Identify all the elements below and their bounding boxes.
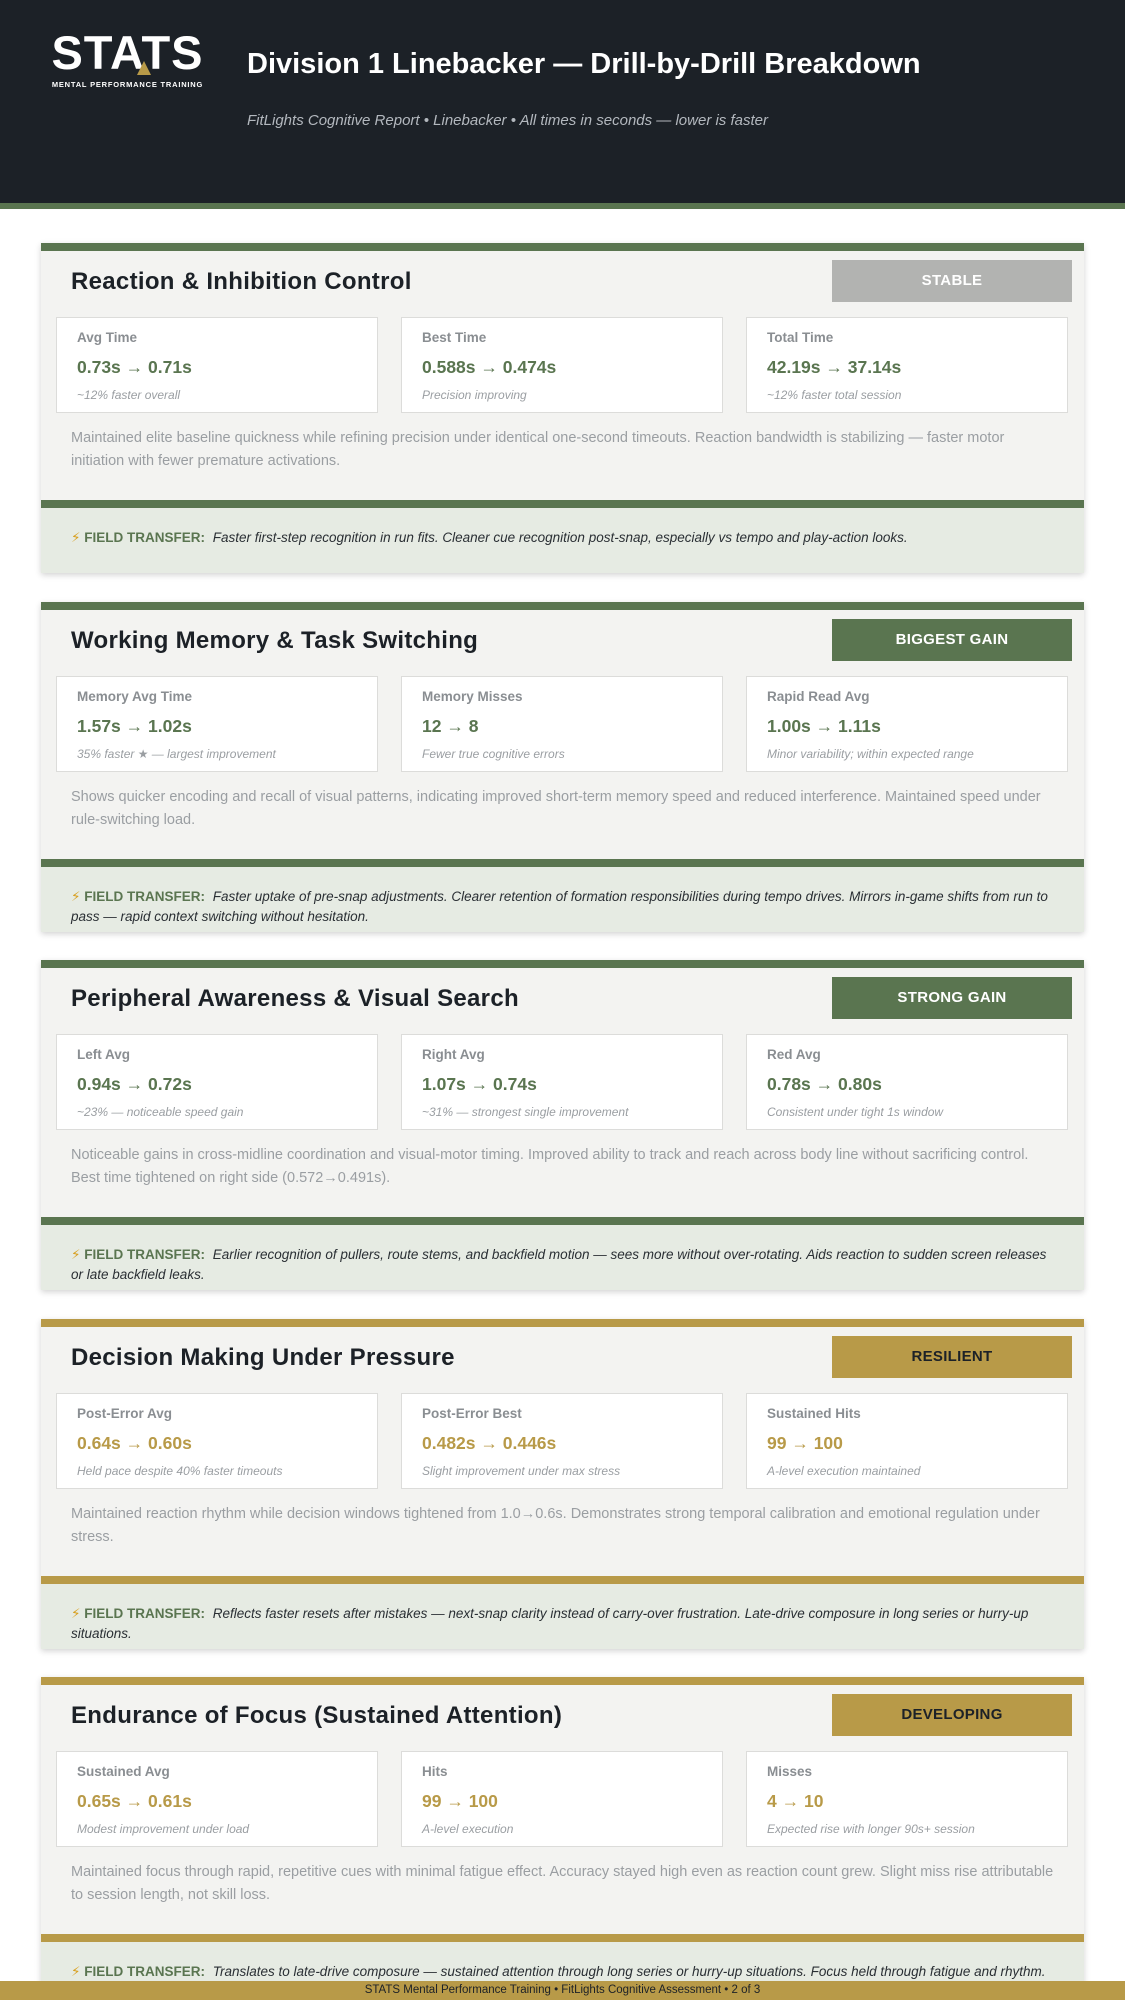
metric-note: ~12% faster total session bbox=[767, 388, 902, 402]
page-footer: STATS Mental Performance Training • FitLights Cognitive Assessment • 2 of 3 bbox=[0, 1981, 1125, 2000]
status-badge: DEVELOPING bbox=[832, 1694, 1072, 1736]
metric-card bbox=[746, 1751, 1068, 1847]
metric-value: 1.07s → 0.74s bbox=[422, 1074, 537, 1094]
field-transfer-body: Reflects faster resets after mistakes — next-snap clarity instead of carry-over frustration. Late-drive composure in long series or hurry-up situations. bbox=[71, 1606, 1029, 1641]
metric-card bbox=[746, 317, 1068, 413]
section-accent-bar bbox=[41, 960, 1084, 968]
metric-label: Misses bbox=[767, 1764, 813, 1779]
field-transfer-text bbox=[71, 887, 1061, 927]
field-transfer-body: Faster first-step recognition in run fits. Cleaner cue recognition post-snap, especially vs tempo and play-action looks. bbox=[212, 530, 908, 545]
field-transfer-box bbox=[41, 508, 1084, 573]
section-reaction-inhibition bbox=[41, 243, 1084, 573]
metric-value: 99 → 100 bbox=[767, 1433, 843, 1453]
lightning-bolt-icon: ⚡ bbox=[71, 889, 81, 904]
metric-note: ~23% — noticeable speed gain bbox=[77, 1105, 244, 1119]
status-badge: STABLE bbox=[832, 260, 1072, 302]
section-decision-making bbox=[41, 1319, 1084, 1649]
metric-card bbox=[746, 1393, 1068, 1489]
field-transfer-label: FIELD TRANSFER: bbox=[84, 1964, 205, 1979]
metric-card bbox=[746, 1034, 1068, 1130]
field-transfer-body: Translates to late-drive composure — sustained attention through long series or hurry-up situations. Focus held through fatigue and rhythm. bbox=[212, 1964, 1046, 1979]
metric-card bbox=[56, 317, 378, 413]
logo-subtitle: MENTAL PERFORMANCE TRAINING bbox=[51, 80, 204, 89]
metric-label: Post-Error Avg bbox=[77, 1406, 173, 1421]
metric-card bbox=[401, 1751, 723, 1847]
metric-label: Sustained Hits bbox=[767, 1406, 861, 1421]
field-transfer-body: Earlier recognition of pullers, route stems, and backfield motion — sees more without over-rotating. Aids reaction to sudden screen releases or late backfield leaks. bbox=[71, 1247, 1047, 1282]
section-endurance-of-focus bbox=[41, 1677, 1084, 2000]
metric-value: 0.73s → 0.71s bbox=[77, 357, 192, 377]
metric-card bbox=[56, 1034, 378, 1130]
section-description: Maintained elite baseline quickness while refining precision under identical one-second timeouts. Reaction bandwidth is stabilizing — faster motor initiation with fewer premature activations. bbox=[71, 430, 1005, 469]
section-accent-bar bbox=[41, 1319, 1084, 1327]
metric-value: 1.00s → 1.11s bbox=[767, 716, 881, 736]
metric-note: A-level execution bbox=[422, 1822, 514, 1836]
metric-label: Memory Avg Time bbox=[77, 689, 193, 704]
metric-card bbox=[401, 1034, 723, 1130]
transfer-divider bbox=[41, 1217, 1084, 1225]
metric-value: 0.65s → 0.61s bbox=[77, 1791, 192, 1811]
field-transfer-label: FIELD TRANSFER: bbox=[84, 1247, 205, 1262]
metric-note: Modest improvement under load bbox=[77, 1822, 250, 1836]
section-title: Working Memory & Task Switching bbox=[71, 627, 479, 654]
metric-label: Left Avg bbox=[77, 1047, 130, 1062]
lightning-bolt-icon: ⚡ bbox=[71, 1606, 81, 1621]
metric-label: Post-Error Best bbox=[422, 1406, 522, 1421]
status-badge: BIGGEST GAIN bbox=[832, 619, 1072, 661]
section-title: Endurance of Focus (Sustained Attention) bbox=[71, 1702, 563, 1729]
metric-card bbox=[746, 676, 1068, 772]
transfer-divider bbox=[41, 500, 1084, 508]
section-description: Noticeable gains in cross-midline coordination and visual-motor timing. Improved ability to track and reach across body line without sacrificing control. Best time tightened on right side (0.572→0.491s). bbox=[71, 1147, 1029, 1186]
field-transfer-text bbox=[71, 528, 1061, 548]
metric-label: Total Time bbox=[767, 330, 834, 345]
metric-value: 12 → 8 bbox=[422, 716, 479, 736]
metric-note: Expected rise with longer 90s+ session bbox=[767, 1822, 975, 1836]
section-peripheral-awareness bbox=[41, 960, 1084, 1290]
field-transfer-label: FIELD TRANSFER: bbox=[84, 530, 205, 545]
metric-value: 99 → 100 bbox=[422, 1791, 498, 1811]
metric-value: 42.19s → 37.14s bbox=[767, 357, 902, 377]
field-transfer-label: FIELD TRANSFER: bbox=[84, 1606, 205, 1621]
metric-note: ~12% faster overall bbox=[77, 388, 181, 402]
metric-value: 0.588s → 0.474s bbox=[422, 357, 557, 377]
section-working-memory bbox=[41, 602, 1084, 932]
metric-note: Held pace despite 40% faster timeouts bbox=[77, 1464, 283, 1478]
stats-logo bbox=[41, 26, 214, 91]
metric-note: 35% faster ★ — largest improvement bbox=[77, 747, 276, 761]
field-transfer-box bbox=[41, 1225, 1084, 1290]
status-badge: STRONG GAIN bbox=[832, 977, 1072, 1019]
metric-note: A-level execution maintained bbox=[767, 1464, 921, 1478]
section-description: Maintained focus through rapid, repetitive cues with minimal fatigue effect. Accuracy stayed high even as reaction count grew. Slight miss rise attributable to session length, not skill loss. bbox=[71, 1864, 1054, 1903]
field-transfer-box bbox=[41, 1584, 1084, 1649]
metric-label: Best Time bbox=[422, 330, 487, 345]
section-accent-bar bbox=[41, 602, 1084, 610]
transfer-divider bbox=[41, 1576, 1084, 1584]
metric-label: Memory Misses bbox=[422, 689, 523, 704]
section-accent-bar bbox=[41, 1677, 1084, 1685]
metric-note: ~31% — strongest single improvement bbox=[422, 1105, 629, 1119]
field-transfer-body: Faster uptake of pre-snap adjustments. Clearer retention of formation responsibilities during tempo drives. Mirrors in-game shifts from run to pass — rapid context switching without hesitation. bbox=[71, 889, 1048, 924]
field-transfer-box bbox=[41, 867, 1084, 932]
metric-note: Minor variability; within expected range bbox=[767, 747, 974, 761]
lightning-bolt-icon: ⚡ bbox=[71, 1247, 81, 1262]
metric-value: 0.78s → 0.80s bbox=[767, 1074, 882, 1094]
logo-triangle-icon bbox=[137, 61, 151, 75]
lightning-bolt-icon: ⚡ bbox=[71, 1964, 81, 1979]
metric-label: Sustained Avg bbox=[77, 1764, 170, 1779]
field-transfer-text bbox=[71, 1604, 1061, 1644]
section-title: Peripheral Awareness & Visual Search bbox=[71, 985, 519, 1012]
logo-wordmark: STATS bbox=[51, 26, 204, 79]
metric-note: Fewer true cognitive errors bbox=[422, 747, 565, 761]
report-header bbox=[0, 0, 1125, 209]
metric-card bbox=[401, 1393, 723, 1489]
metric-label: Hits bbox=[422, 1764, 448, 1779]
metric-label: Right Avg bbox=[422, 1047, 485, 1062]
metric-card bbox=[56, 1751, 378, 1847]
metric-label: Avg Time bbox=[77, 330, 138, 345]
lightning-bolt-icon: ⚡ bbox=[71, 530, 81, 545]
page-title: Division 1 Linebacker — Drill-by-Drill Breakdown bbox=[247, 48, 921, 80]
metric-label: Rapid Read Avg bbox=[767, 689, 870, 704]
metric-value: 0.482s → 0.446s bbox=[422, 1433, 557, 1453]
metric-value: 1.57s → 1.02s bbox=[77, 716, 192, 736]
section-description: Shows quicker encoding and recall of visual patterns, indicating improved short-term memory speed and reduced interference. Maintained speed under rule-switching load. bbox=[71, 789, 1041, 828]
metric-note: Consistent under tight 1s window bbox=[767, 1105, 944, 1119]
metric-card bbox=[401, 676, 723, 772]
metric-card bbox=[56, 1393, 378, 1489]
section-description: Maintained reaction rhythm while decision windows tightened from 1.0→0.6s. Demonstrates strong temporal calibration and emotional regulation under stress. bbox=[71, 1506, 1040, 1545]
metric-card bbox=[56, 676, 378, 772]
metric-card bbox=[401, 317, 723, 413]
section-title: Reaction & Inhibition Control bbox=[71, 268, 412, 295]
metric-value: 0.64s → 0.60s bbox=[77, 1433, 192, 1453]
metric-value: 4 → 10 bbox=[767, 1791, 824, 1811]
page-subtitle: FitLights Cognitive Report • Linebacker • All times in seconds — lower is faster bbox=[247, 112, 768, 129]
metric-value: 0.94s → 0.72s bbox=[77, 1074, 192, 1094]
transfer-divider bbox=[41, 1934, 1084, 1942]
field-transfer-text bbox=[71, 1962, 1061, 1982]
metric-label: Red Avg bbox=[767, 1047, 821, 1062]
transfer-divider bbox=[41, 859, 1084, 867]
metric-note: Precision improving bbox=[422, 388, 527, 402]
metric-note: Slight improvement under max stress bbox=[422, 1464, 621, 1478]
section-title: Decision Making Under Pressure bbox=[71, 1344, 455, 1371]
status-badge: RESILIENT bbox=[832, 1336, 1072, 1378]
field-transfer-label: FIELD TRANSFER: bbox=[84, 889, 205, 904]
field-transfer-text bbox=[71, 1245, 1061, 1285]
section-accent-bar bbox=[41, 243, 1084, 251]
